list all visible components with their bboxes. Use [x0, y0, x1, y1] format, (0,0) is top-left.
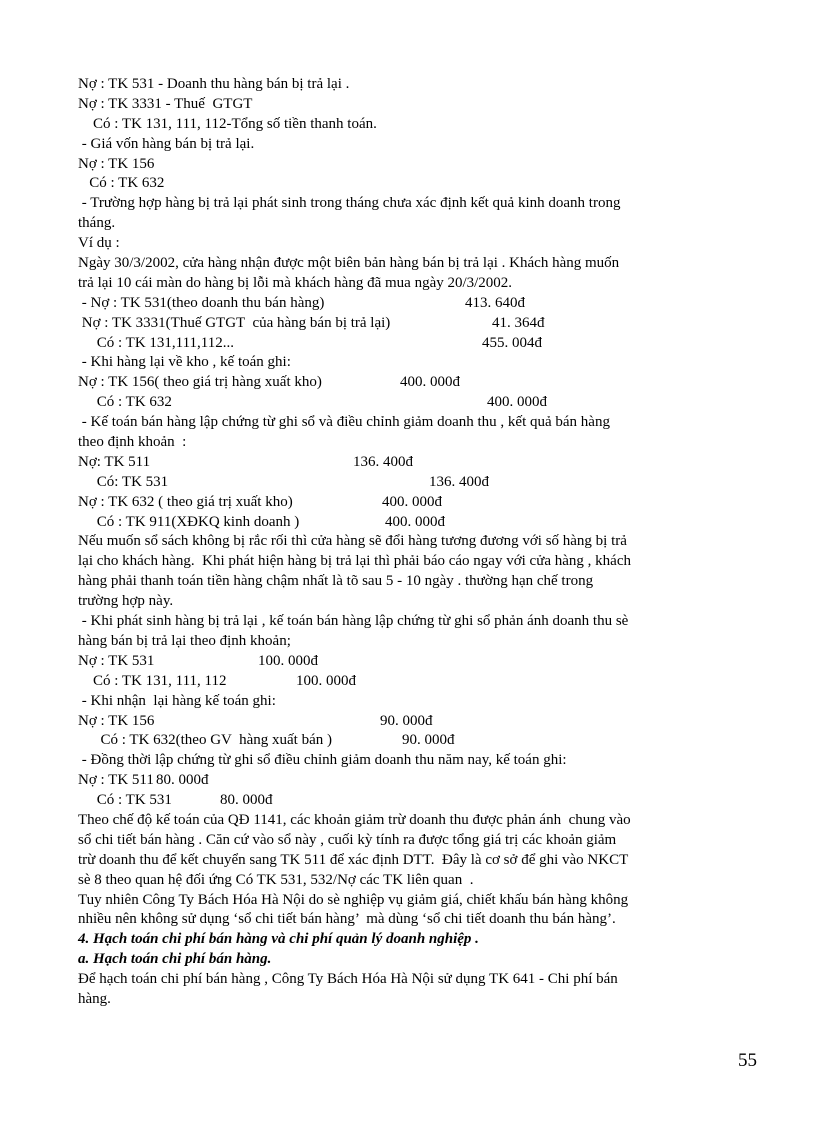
line-text: hàng.	[78, 990, 111, 1007]
text-line	[78, 294, 738, 314]
text-line	[78, 373, 738, 393]
line-text: - Đồng thời lập chứng từ ghi sổ điều chỉnh giảm doanh thu năm nay, kế toán ghi:	[78, 752, 567, 769]
line-text: Có : TK 131, 111, 112	[78, 672, 227, 689]
text-line	[78, 930, 738, 950]
line-text: Ngày 30/3/2002, cửa hàng nhận được một biên bản hàng bán bị trả lại . Khách hàng muốn	[78, 255, 620, 272]
line-amount: 400. 000đ	[487, 394, 547, 411]
text-line	[78, 871, 738, 891]
line-text: Theo chế độ kế toán của QĐ 1141, các khoản giảm trừ doanh thu được phản ánh chung vào	[78, 811, 631, 828]
line-amount: 100. 000đ	[258, 652, 318, 669]
text-line	[78, 413, 738, 433]
line-amount: 41. 364đ	[492, 314, 545, 331]
line-text: sổ chi tiết bán hàng . Căn cứ vào sổ này , cuối kỳ tính ra được tổng giá trị các khoản giảm	[78, 831, 617, 848]
line-amount: 455. 004đ	[482, 334, 542, 351]
line-amount: 136. 400đ	[429, 473, 489, 490]
line-amount: 400. 000đ	[400, 374, 460, 391]
text-line	[78, 771, 738, 791]
line-text: theo định khoản :	[78, 434, 187, 451]
text-line	[78, 970, 738, 990]
text-line	[78, 513, 738, 533]
text-line	[78, 532, 738, 552]
text-line	[78, 393, 738, 413]
line-text: Nợ : TK 511	[78, 772, 154, 789]
line-amount: 80. 000đ	[156, 772, 209, 789]
text-line	[78, 811, 738, 831]
line-text: - Khi hàng lại về kho , kế toán ghi:	[78, 354, 291, 371]
line-text: lại cho khách hàng. Khi phát hiện hàng bị trả lại thì phải báo cáo ngay với cửa hàng , khách	[78, 553, 631, 570]
line-text: Nợ: TK 511	[78, 453, 151, 470]
line-text: tháng.	[78, 215, 116, 232]
text-line	[78, 433, 738, 453]
document-body	[78, 75, 738, 1010]
line-amount: 100. 000đ	[296, 672, 356, 689]
line-amount: 136. 400đ	[353, 453, 413, 470]
line-text: Nợ : TK 632 ( theo giá trị xuất kho)	[78, 493, 293, 510]
text-line	[78, 115, 738, 135]
text-line	[78, 254, 738, 274]
text-line	[78, 135, 738, 155]
line-text: - Giá vốn hàng bán bị trả lại.	[78, 135, 255, 152]
line-amount: 80. 000đ	[220, 792, 273, 809]
line-amount: 400. 000đ	[385, 513, 445, 530]
text-line	[78, 174, 738, 194]
text-line	[78, 453, 738, 473]
line-text: Có : TK 632	[78, 175, 165, 192]
line-text: - Nợ : TK 531(theo doanh thu bán hàng)	[78, 294, 325, 311]
text-line	[78, 990, 738, 1010]
text-line	[78, 632, 738, 652]
text-line	[78, 155, 738, 175]
text-line	[78, 851, 738, 871]
text-line	[78, 751, 738, 771]
line-amount: 413. 640đ	[465, 294, 525, 311]
text-line	[78, 493, 738, 513]
line-text: Tuy nhiên Công Ty Bách Hóa Hà Nội do sè nghiệp vụ giảm giá, chiết khấu bán hàng không	[78, 891, 629, 908]
line-text: hàng phải thanh toán tiền hàng chậm nhất là tõ sau 5 - 10 ngày . thường hạn chế trong	[78, 573, 594, 590]
line-text: Có : TK 131,111,112...	[78, 334, 234, 351]
line-amount: 400. 000đ	[382, 493, 442, 510]
line-amount: 90. 000đ	[402, 732, 455, 749]
line-text: Để hạch toán chi phí bán hàng , Công Ty Bách Hóa Hà Nội sử dụng TK 641 - Chi phí bán	[78, 971, 618, 988]
text-line	[78, 334, 738, 354]
line-text: Có : TK 131, 111, 112-Tổng số tiền thanh toán.	[78, 115, 377, 132]
line-text: Nợ : TK 156	[78, 155, 155, 172]
text-line	[78, 314, 738, 334]
text-line	[78, 592, 738, 612]
text-line	[78, 473, 738, 493]
line-text: sè 8 theo quan hệ đối ứng Có TK 531, 532/Nợ các TK liên quan .	[78, 871, 474, 888]
line-text: - Khi nhận lại hàng kế toán ghi:	[78, 692, 276, 709]
line-text: Có : TK 632	[78, 394, 172, 411]
text-line	[78, 692, 738, 712]
text-line	[78, 552, 738, 572]
line-text: - Kế toán bán hàng lập chứng từ ghi sổ và điều chỉnh giảm doanh thu , kết quả bán hàng	[78, 414, 610, 431]
line-text: trừ doanh thu để kết chuyển sang TK 511 để xác định DTT. Đây là cơ sở để ghi vào NKCT	[78, 851, 629, 868]
line-text: nhiều nên không sử dụng ‘sổ chi tiết bán hàng’ mà dùng ‘sổ chi tiết doanh thu bán hàng’.	[78, 911, 616, 928]
line-text: Nợ : TK 3331(Thuế GTGT của hàng bán bị trả lại)	[78, 314, 391, 331]
line-text: Có: TK 531	[78, 473, 169, 490]
line-text: Ví dụ :	[78, 235, 120, 252]
line-text: Nợ : TK 156( theo giá trị hàng xuất kho)	[78, 374, 322, 391]
line-text: 4. Hạch toán chi phí bán hàng và chi phí quản lý doanh nghiệp .	[78, 931, 479, 948]
text-line	[78, 75, 738, 95]
line-text: Nợ : TK 531	[78, 652, 155, 669]
text-line	[78, 712, 738, 732]
text-line	[78, 194, 738, 214]
line-amount: 90. 000đ	[380, 712, 433, 729]
text-line	[78, 652, 738, 672]
line-text: - Trường hợp hàng bị trả lại phát sinh trong tháng chưa xác định kết quả kinh doanh trong	[78, 195, 621, 212]
page-number: 55	[738, 1050, 757, 1071]
text-line	[78, 950, 738, 970]
line-text: trả lại 10 cái màn do hàng bị lỗi mà khách hàng đã mua ngày 20/3/2002.	[78, 274, 513, 291]
text-line	[78, 831, 738, 851]
line-text: Nợ : TK 3331 - Thuế GTGT	[78, 95, 253, 112]
line-text: hàng bán bị trả lại theo định khoản;	[78, 632, 291, 649]
line-text: Nếu muốn sổ sách không bị rắc rối thì cửa hàng sẽ đổi hàng tương đương với số hàng bị trả	[78, 533, 627, 550]
text-line	[78, 95, 738, 115]
text-line	[78, 731, 738, 751]
text-line	[78, 572, 738, 592]
line-text: Nợ : TK 156	[78, 712, 155, 729]
text-line	[78, 891, 738, 911]
line-text: Có : TK 632(theo GV hàng xuất bán )	[78, 732, 332, 749]
line-text: Có : TK 531	[78, 792, 172, 809]
text-line	[78, 672, 738, 692]
text-line	[78, 214, 738, 234]
line-text: Có : TK 911(XĐKQ kinh doanh )	[78, 513, 300, 530]
line-text: Nợ : TK 531 - Doanh thu hàng bán bị trả lại .	[78, 76, 350, 92]
line-text: a. Hạch toán chi phí bán hàng.	[78, 951, 272, 968]
text-line	[78, 234, 738, 254]
text-line	[78, 910, 738, 930]
line-text: - Khi phát sinh hàng bị trả lại , kế toán bán hàng lập chứng từ ghi sổ phản ánh doanh thu sè	[78, 613, 629, 630]
line-text: trường hợp này.	[78, 593, 174, 610]
text-line	[78, 612, 738, 632]
text-line	[78, 353, 738, 373]
text-line	[78, 274, 738, 294]
text-line	[78, 791, 738, 811]
